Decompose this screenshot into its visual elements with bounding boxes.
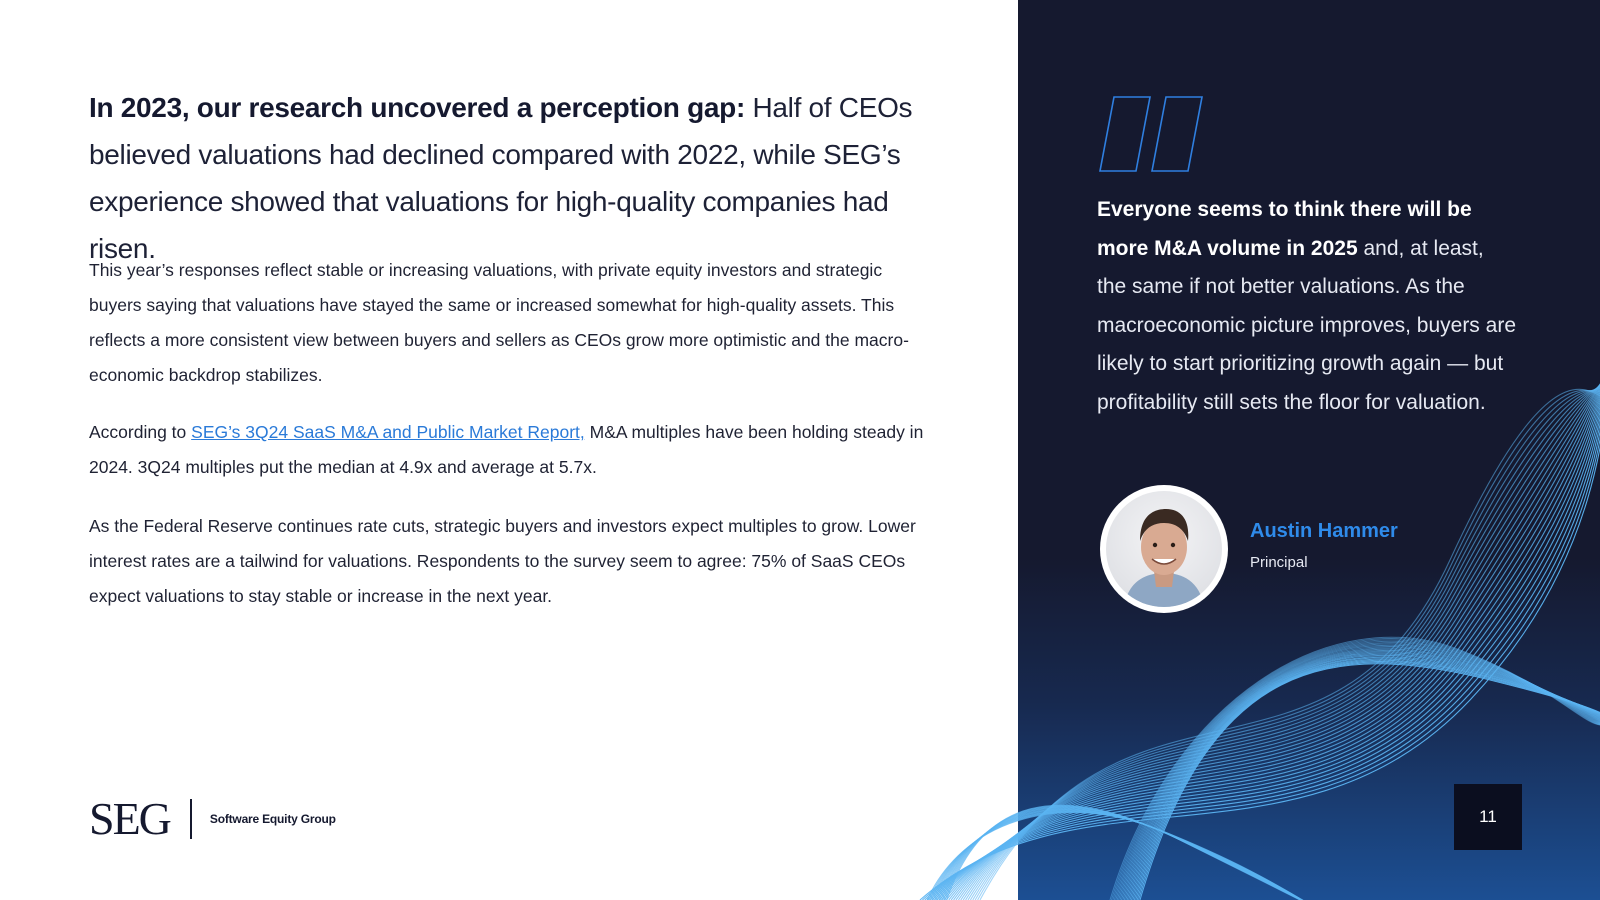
logo-divider	[190, 799, 192, 839]
person-title: Principal	[1250, 554, 1308, 571]
body-paragraph-3: As the Federal Reserve continues rate cuts, strategic buyers and investors expect multiples to grow. Lower interest rates are a tailwind for valuations. Respondents to the survey seem to agree: 75% of SaaS CEOs expect valuations to stay stable or increase in the next year.	[89, 516, 916, 606]
body-paragraph-1: This year’s responses reflect stable or increasing valuations, with private equity investors and strategic buyers saying that valuations have stayed the same or increased somewhat for high-quality assets. This reflects a more consistent view between buyers and sellers as CEOs grow more optimistic and the macro-economic backdrop stabilizes.	[89, 260, 909, 385]
pull-quote	[1097, 191, 1517, 422]
logo-company-name: Software Equity Group	[209, 812, 336, 826]
page-headline	[89, 84, 929, 272]
headline-bold: In 2023, our research uncovered a perception gap:	[89, 92, 745, 123]
avatar	[1100, 485, 1228, 613]
paragraph2-before: According to	[89, 422, 192, 442]
quote-bold: Everyone seems to think there will be more M&A volume in 2025	[1097, 198, 1472, 260]
paragraph2-after: M&A multiples have been holding steady in 2024. 3Q24 multiples put the median at 4.9x and average at 5.7x.	[89, 422, 924, 477]
logo-mark: SEG	[89, 793, 170, 844]
seg-logo	[89, 793, 336, 844]
headline-rest: Half of CEOs believed valuations had declined compared with 2022, while SEG’s experience showed that valuations for high-quality companies had risen.	[89, 92, 913, 264]
person-portrait-icon	[1106, 491, 1222, 607]
page-number-badge	[1454, 784, 1522, 850]
page-number: 11	[1479, 807, 1497, 826]
quote-rest: and, at least, the same if not better valuations. As the macroeconomic picture improves, buyers are likely to start prioritizing growth again — but profitability still sets the floor for valuation.	[1097, 236, 1516, 414]
quote-mark-icon	[1096, 96, 1204, 172]
report-link[interactable]: SEG’s 3Q24 SaaS M&A and Public Market Report,	[191, 422, 585, 442]
avatar-photo	[1106, 491, 1222, 607]
body-paragraph-2	[89, 415, 929, 485]
person-name: Austin Hammer	[1250, 520, 1398, 542]
